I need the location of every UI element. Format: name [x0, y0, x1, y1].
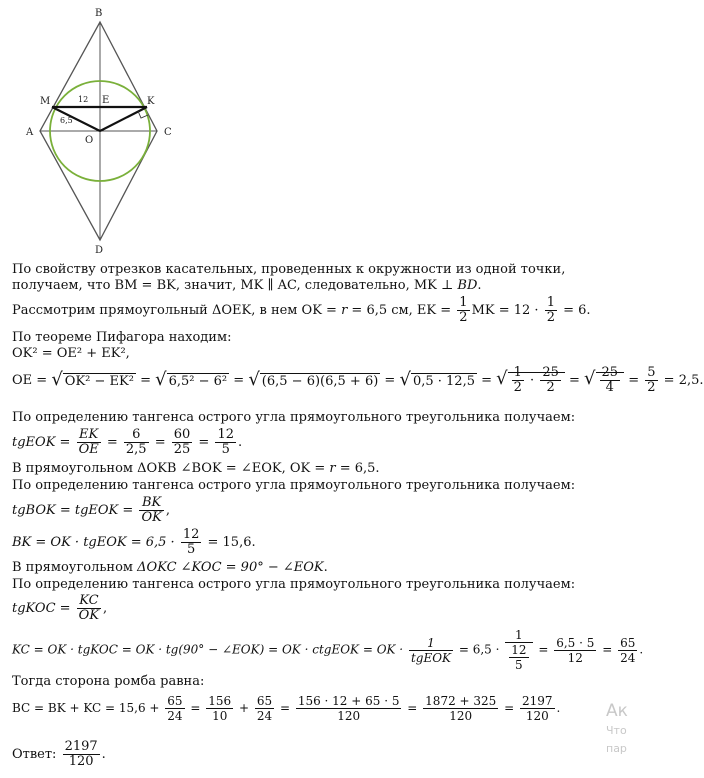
line-8: tgEOK = $\frac{EK}{OE}$ = $\frac{6}{2,5}$ = $\frac{60}{25}$ = $\frac{12}{5}$ . [12, 427, 243, 457]
line-13: В прямоугольном ΔOKC ∠KOC = 90° − ∠EOK. [12, 560, 328, 575]
label-a: A [26, 127, 34, 138]
line-11: tgBOK = tgEOK = $\frac{BK}{OK}$ , [12, 495, 170, 525]
line-10: По определению тангенса острого угла прямоугольного треугольника получаем: [12, 478, 576, 493]
line-12: BK = OK · tgEOK = 6,5 · $\frac{12}{5}$ = 15,6. [12, 527, 256, 557]
line-7: По определению тангенса острого угла прямоугольного треугольника получаем: [12, 410, 576, 425]
line-3: Рассмотрим прямоугольный ΔOEK, в нем OK = r = 6,5 см, EK = $\frac{1}{2}$ MK = 12 · $\frac{1}{2}$ = 6. [12, 295, 591, 325]
watermark-line-1: Что [606, 724, 627, 737]
line-15: tgKOC = $\frac{KC}{OK}$ , [12, 593, 108, 623]
line-17: Тогда сторона ромба равна: [12, 674, 205, 689]
rhombus-figure [0, 0, 200, 262]
activation-watermark [606, 700, 628, 758]
label-om-length: 6,5 [60, 116, 73, 125]
label-d: D [95, 245, 104, 256]
line-14: По определению тангенса острого угла прямоугольного треугольника получаем: [12, 577, 576, 592]
label-k: K [147, 96, 155, 107]
label-e: E [102, 95, 110, 106]
label-c: C [164, 127, 172, 138]
line-5: OK² = OE² + EK², [12, 346, 130, 361]
line-4: По теореме Пифагора находим: [12, 330, 232, 345]
label-b: B [95, 8, 103, 19]
watermark-title: Ак [606, 701, 628, 721]
label-mk-length: 12 [78, 95, 89, 104]
line-2: получаем, что BM = BK, значит, MK ∥ AC, следовательно, MK ⊥ BD. [12, 278, 482, 293]
watermark-line-2: пар [606, 742, 627, 755]
line-6: OE = √ OK² − EK² = √ 6,5² − 6² = √ (6,5 − 6)(6,5 + 6) = √ 0,5 · 12,5 = √ $\frac{1}{2}$ · $\frac{25}{2}$ = √ $\frac{25}{4}$ = $\frac{5}{2}$ = 2,5. [12, 365, 704, 395]
line-18: BC = BK + KC = 15,6 + $\frac{65}{24}$ = $\frac{156}{10}$ + $\frac{65}{24}$ = $\frac{156 \cdot 12 + 65 \cdot 5}{120}$ = $\frac{1872 + 325}{120}$ = $\frac{2197}{120}$ . [12, 694, 561, 723]
answer-line: Ответ: $\frac{2197}{120}$ . [12, 739, 106, 769]
line-9: В прямоугольном ΔOKB ∠BOK = ∠EOK, OK = r = 6,5. [12, 461, 380, 476]
label-m: M [40, 96, 51, 107]
line-16: KC = OK · tgKOC = OK · tg(90° − ∠EOK) = OK · ctgEOK = OK · $\frac{1}{\text{tgEOK}}$ = 6,5 · $\frac{1}{\frac{12}{5}}$ = $\frac{6,5 \cdot 5}{12}$ = $\frac{65}{24}$ . [12, 628, 644, 672]
line-1: По свойству отрезков касательных, проведенных к окружности из одной точки, [12, 262, 566, 277]
segment-ok [100, 107, 147, 131]
label-o: O [85, 135, 94, 146]
